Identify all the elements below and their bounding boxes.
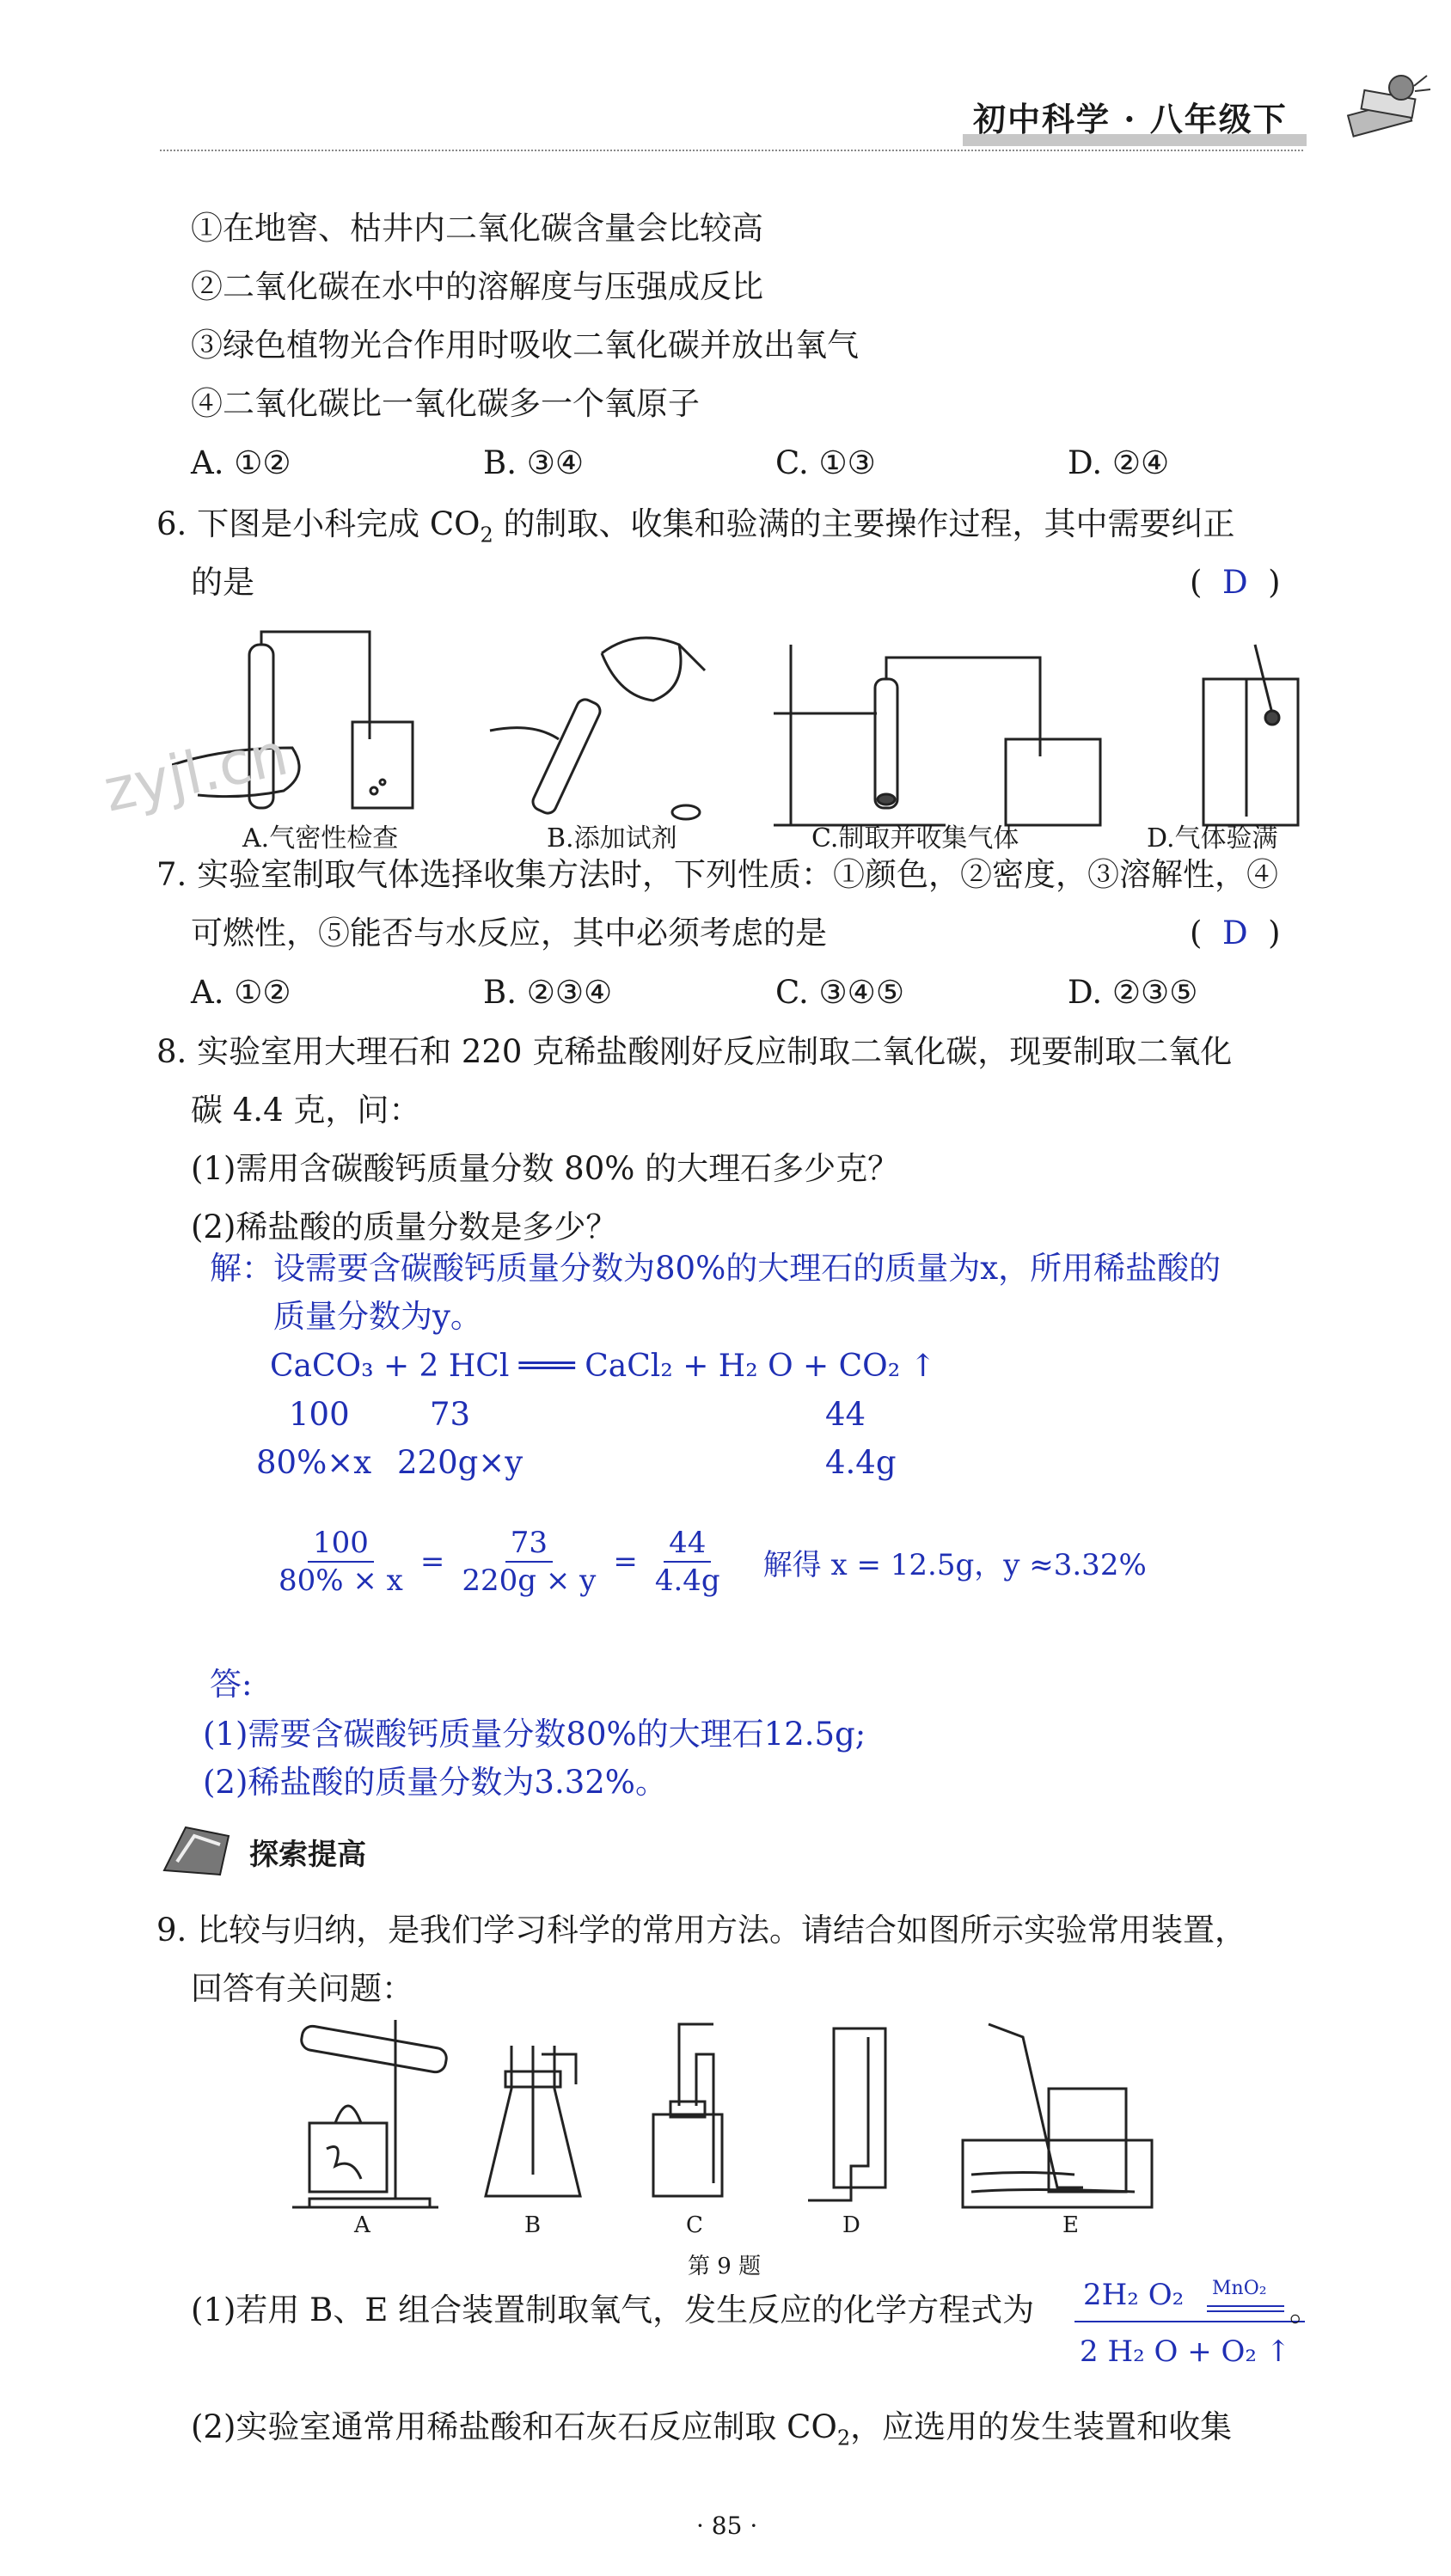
q8-unknown-caco3: 80%×x — [256, 1444, 372, 1481]
q8-answer-label: 答: — [210, 1666, 253, 1703]
q8-mass-hcl: 73 — [430, 1396, 471, 1433]
q8-stem-line1: 8. 实验室用大理石和 220 克稀盐酸刚好反应制取二氧化碳，现要制取二氧化 — [156, 1033, 1233, 1070]
q9-label-d: D — [842, 2212, 860, 2238]
q9-eq-catalyst: MnO₂ — [1212, 2278, 1267, 2299]
book-stack-icon — [1341, 69, 1436, 146]
q5-statement-1: ①在地窖、枯井内二氧化碳含量会比较高 — [191, 210, 763, 247]
page-number: · 85 · — [696, 2512, 758, 2540]
q8-answer-2: (2)稀盐酸的质量分数为3.32%。 — [203, 1764, 667, 1801]
q6-caption-c: C.制取并收集气体 — [811, 823, 1019, 854]
q9-apparatus-figure — [284, 2020, 1298, 2235]
q5-option-b: B. ③④ — [483, 444, 585, 481]
q9-eq-arrow-line-2 — [1207, 2310, 1284, 2312]
equals-sign: = — [419, 1545, 445, 1579]
section-icon — [160, 1819, 237, 1879]
q8-sub-2: (2)稀盐酸的质量分数是多少？ — [191, 1208, 618, 1245]
q9-sub-1: (1)若用 B、E 组合装置制取氧气，发生反应的化学方程式为 — [191, 2291, 1035, 2328]
q7-option-c: C. ③④⑤ — [775, 974, 905, 1011]
q6-apparatus-figure — [172, 619, 1307, 842]
q8-mass-caco3: 100 — [289, 1396, 350, 1433]
watermark: zyjl.cn — [98, 720, 294, 826]
q7-answer: D — [1221, 915, 1248, 951]
q7-stem-line2: 可燃性，⑤能否与水反应，其中必须考虑的是 — [191, 915, 827, 951]
fraction-1: $\frac{100}{80\% \times x}$ — [279, 1526, 403, 1598]
q8-stem-line2: 碳 4.4 克，问： — [191, 1092, 421, 1129]
fraction-3: $\frac{44}{4.4g}$ — [654, 1526, 720, 1598]
q9-stem-line1: 9. 比较与归纳，是我们学习科学的常用方法。请结合如图所示实验常用装置， — [156, 1912, 1247, 1949]
q8-sub-1: (1)需用含碳酸钙质量分数 80% 的大理石多少克？ — [191, 1150, 900, 1187]
q9-label-a: A — [354, 2212, 370, 2238]
q5-option-a: A. ①② — [191, 444, 291, 481]
q5-option-c: C. ①③ — [775, 444, 876, 481]
q8-unknown-co2: 4.4g — [825, 1444, 897, 1481]
q8-answer-1: (1)需要含碳酸钙质量分数80%的大理石12.5g; — [203, 1716, 866, 1753]
q6-stem-line2: 的是 — [191, 564, 254, 601]
q6-answer: D — [1221, 564, 1248, 601]
q9-eq-reactant: 2H₂ O₂ — [1083, 2278, 1185, 2312]
q9-answer-underline — [1074, 2321, 1305, 2322]
q9-eq-products: 2 H₂ O + O₂ ↑ — [1080, 2334, 1291, 2369]
q7-answer-paren: ( D ) — [1190, 915, 1281, 951]
q9-stem-line2: 回答有关问题： — [191, 1970, 413, 2007]
q8-solution-line1: 解：设需要含碳酸钙质量分数为80%的大理石的质量为x，所用稀盐酸的 — [210, 1250, 1221, 1287]
q5-statement-2: ②二氧化碳在水中的溶解度与压强成反比 — [191, 268, 763, 305]
q7-option-b: B. ②③④ — [483, 974, 613, 1011]
q9-eq-arrow-line-1 — [1207, 2305, 1284, 2307]
q6-caption-b: B.添加试剂 — [547, 823, 677, 854]
header-title: 初中科学 · 八年级下 — [973, 100, 1288, 138]
q6-stem-line1: 6. 下图是小科完成 $CO_2$ 的制取、收集和验满的主要操作过程，其中需要纠正 — [156, 505, 1235, 548]
q9-label-b: B — [524, 2212, 542, 2238]
q8-solution-line2: 质量分数为y。 — [273, 1298, 482, 1335]
q5-statement-3: ③绿色植物光合作用时吸收二氧化碳并放出氧气 — [191, 327, 859, 364]
header-divider — [160, 150, 1303, 151]
q8-mass-co2: 44 — [825, 1396, 866, 1433]
fraction-2: $\frac{73}{220g \times y}$ — [462, 1526, 597, 1598]
q7-option-a: A. ①② — [191, 974, 291, 1011]
q6-caption-d: D.气体验满 — [1147, 823, 1278, 854]
section-title: 探索提高 — [249, 1838, 366, 1872]
q8-proportion — [273, 1525, 1147, 1599]
q7-stem-line1: 7. 实验室制取气体选择收集方法时，下列性质：①颜色，②密度，③溶解性，④ — [156, 856, 1279, 893]
q9-label-e: E — [1062, 2212, 1079, 2238]
equals-sign: = — [613, 1545, 638, 1579]
q6-caption-a: A.气密性检查 — [242, 823, 399, 854]
q9-figure-caption: 第 9 题 — [688, 2254, 762, 2279]
q5-option-d: D. ②④ — [1068, 444, 1170, 481]
q8-unknown-hcl: 220g×y — [397, 1444, 523, 1481]
q8-reaction-equation: CaCO₃ + 2 HCl ═══ CaCl₂ + H₂ O + CO₂ ↑ — [270, 1349, 936, 1384]
q7-option-d: D. ②③⑤ — [1068, 974, 1198, 1011]
q6-answer-paren: ( D ) — [1190, 564, 1281, 601]
q9-period: 。 — [1289, 2291, 1321, 2328]
q9-sub-2: (2)实验室通常用稀盐酸和石灰石反应制取 $CO_2$，应选用的发生装置和收集 — [191, 2408, 1233, 2451]
q5-statement-4: ④二氧化碳比一氧化碳多一个氧原子 — [191, 385, 700, 422]
q9-label-c: C — [686, 2212, 703, 2238]
q8-result: 解得 x = 12.5g，y ≈3.32% — [762, 1547, 1147, 1582]
